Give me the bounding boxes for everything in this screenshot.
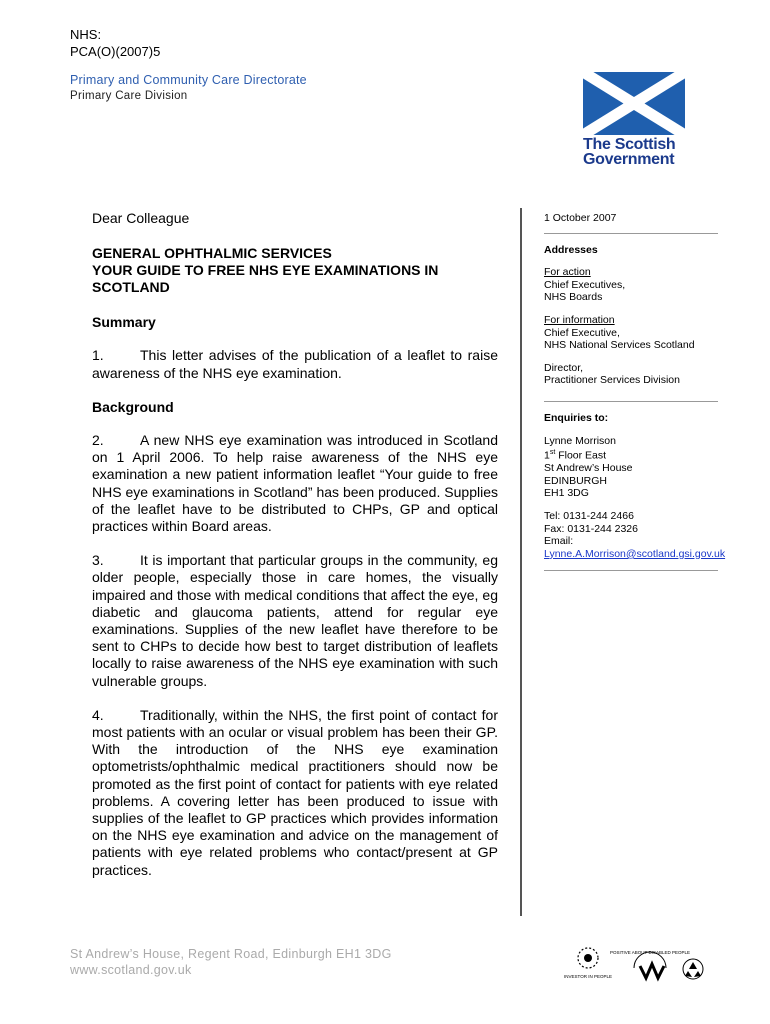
paragraph-1 [92,347,498,381]
for-action-line-2: NHS Boards [544,291,603,304]
paragraph-text: This letter advises of the publication of a leaflet to raise awareness of the NHS eye examination. [92,347,498,381]
iip-label: INVESTOR IN PEOPLE [564,974,612,979]
saltire-flag-icon [583,72,685,135]
logo-line-2: Government [583,151,675,168]
letter-subject [92,245,498,296]
paragraph-number: 2. [92,432,104,449]
reference-line-1: NHS: [70,27,102,42]
paragraph-number: 4. [92,706,104,723]
logo-wordmark [583,137,689,167]
for-information-line-1: Chief Executive, [544,326,620,339]
letter-body [92,210,498,896]
background-heading: Background [92,398,174,415]
recycle-icon [682,958,704,980]
logo-line-1: The Scottish [583,136,676,153]
contact-postcode: EH1 3DG [544,487,589,500]
salutation: Dear Colleague [92,210,190,226]
addresses-label: Addresses [544,243,598,256]
letter-date: 1 October 2007 [544,212,617,224]
email-label: Email: [544,535,574,548]
for-action-line-1: Chief Executives, [544,278,626,291]
paragraph-text: A new NHS eye examination was introduced in Scotland on 1 April 2006. To help raise awareness of the NHS eye examination a new patient information leaflet “Your guide to free NHS eye examinations in Scotland” has been produced. Supplies of the leaflet have to be distributed to CHPs, GP and optical practices within Board areas. [92,432,498,535]
scottish-government-logo [583,72,689,167]
contact-building: St Andrew’s House [544,462,633,475]
enquiries-label: Enquiries to: [544,411,609,424]
sidebar-divider [544,570,718,571]
sidebar-divider [544,401,718,402]
footer-address: St Andrew’s House, Regent Road, Edinburgh EH1 3DG [70,947,392,961]
footer [70,946,392,978]
contact-floor [544,447,744,462]
subject-line-1: GENERAL OPHTHALMIC SERVICES [92,245,332,262]
paragraph-text: It is important that particular groups in the community, eg older people, especially those in care homes, the visually impaired and those with medical conditions that affect the eye, eg diabetic and glaucoma patients, attend for regular eye examinations. Supplies of the new leaflet have therefore to be sent to CHPs to decide how best to target distribution of leaflets locally to raise awareness of the NHS eye examination with such vulnerable groups. [92,552,498,689]
paragraph-4 [92,707,498,879]
director-line-2: Practitioner Services Division [544,374,680,387]
for-information-label: For information [544,313,615,326]
investors-in-people-icon [562,944,614,982]
division-name: Primary Care Division [70,90,188,102]
reference-line-2: PCA(O)(2007)5 [70,44,161,59]
summary-heading: Summary [92,314,156,331]
paragraph-number: 1. [92,347,104,364]
for-action-label: For action [544,266,591,279]
paragraph-text: Traditionally, within the NHS, the first point of contact for most patients with an ocular or visual problem has been their GP. With the introduction of the NHS eye examination optometrists/ophthalmic medical practitioners should now be promoted as the first point of contact for patients with eye related problems. A covering letter has been produced to issue with supplies of the leaflet to GP practices which provides information on the NHS eye examination and advice on the management of patients with eye related problems who contact/present at GP practices. [92,706,498,878]
paragraph-2 [92,432,498,535]
paragraph-number: 3. [92,552,104,569]
director-line-1: Director, [544,361,584,374]
directorate-name: Primary and Community Care Directorate [70,73,307,87]
contact-telephone: Tel: 0131-244 2466 [544,510,634,522]
floor-number: 1 [544,449,550,462]
floor-text: Floor East [555,449,607,462]
reference-block [70,26,160,60]
footer-website[interactable]: www.scotland.gov.uk [70,963,192,977]
contact-fax: Fax: 0131-244 2326 [544,522,638,535]
email-link[interactable]: Lynne.A.Morrison@scotland.gsi.gov.uk [544,547,726,560]
paragraph-3 [92,552,498,690]
sidebar-divider [544,233,718,234]
contact-name: Lynne Morrison [544,434,616,447]
positive-label: POSITIVE ABOUT DISABLED PEOPLE [610,950,690,955]
column-divider [520,208,522,916]
for-information-line-2: NHS National Services Scotland [544,339,695,352]
sidebar [544,212,744,581]
floor-suffix: st [549,449,556,457]
subject-line-2: YOUR GUIDE TO FREE NHS EYE EXAMINATIONS IN SCOTLAND [92,262,439,296]
contact-city: EDINBURGH [544,474,608,487]
positive-about-disabled-icon [610,944,690,984]
